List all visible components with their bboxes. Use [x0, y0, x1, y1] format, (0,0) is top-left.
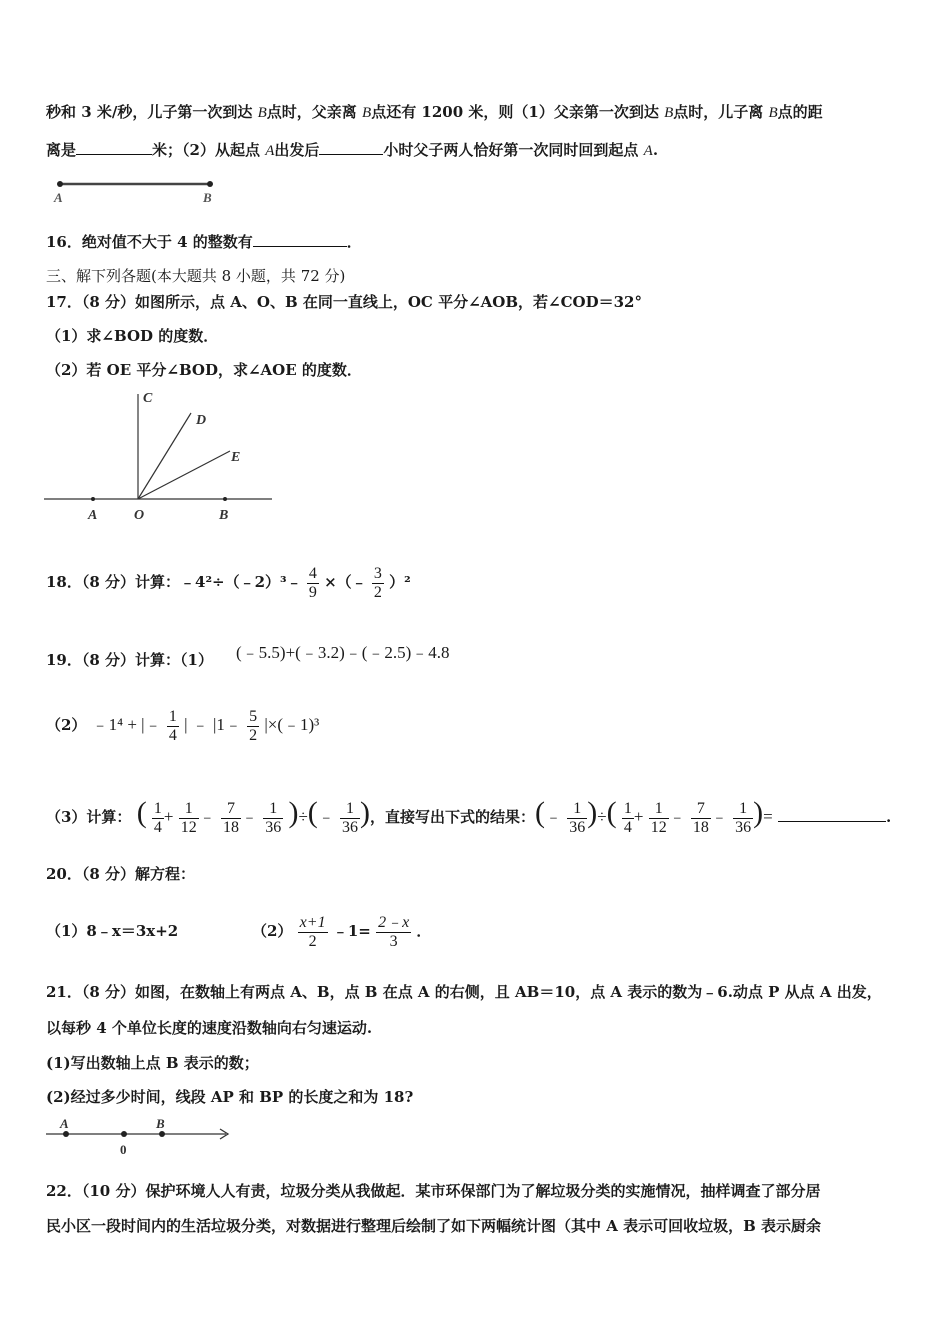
q20-part2: （2） $\frac{x+1}{2}$ ﹣1= $\frac{2﹣x}{3}$ ．: [252, 913, 432, 950]
number-line-diagram: [44, 1114, 236, 1158]
label-c: C: [143, 391, 153, 406]
q19-expr1: (﹣5.5)+(﹣3.2)﹣(﹣2.5)﹣4.8: [236, 643, 450, 662]
answer-blank[interactable]: [76, 140, 152, 155]
q15-line1: 秒和 3 米/秒，儿子第一次到达 B点时，父亲离 B点还有 1200 米，则（1）父亲第一次到达 B点时，儿子离 B点的距: [46, 103, 823, 121]
label-b: B: [219, 508, 229, 523]
segment-ab-diagram: [50, 176, 225, 206]
label-b: B: [156, 1116, 165, 1131]
q22-line2: 民小区一段时间内的生活垃圾分类，对数据进行整理后绘制了如下两幅统计图（其中 A 表示可回收垃圾，B 表示厨余: [46, 1217, 821, 1235]
section-title: 三、解下列各题(本大题共 8 小题，共 72 分): [46, 267, 346, 285]
answer-blank[interactable]: [253, 232, 347, 247]
label-e: E: [231, 450, 241, 465]
q17-part1: （1）求∠BOD 的度数．: [46, 327, 219, 345]
q22-line1: 22．（10 分）保护环境人人有责，垃圾分类从我做起．某市环保部门为了解垃圾分类的实施情况，抽样调查了部分居: [46, 1182, 821, 1200]
q19-part2: （2） ﹣1⁴ + |﹣ $\frac{1}{4}$ | ﹣ |1﹣ $\frac{5}{2}$ |×(﹣1)³: [46, 707, 320, 744]
q20-stem: 20．（8 分）解方程：: [46, 865, 196, 883]
label-zero: 0: [120, 1142, 127, 1157]
answer-blank[interactable]: [319, 140, 383, 155]
label-o: O: [134, 508, 145, 523]
label-a: A: [54, 190, 63, 205]
q21-line1: 21．（8 分）如图，在数轴上有两点 A、B，点 B 在点 A 的右侧，且 AB＝10，点 A 表示的数为﹣6.动点 P 从点 A 出发，: [46, 983, 882, 1001]
angle-diagram: [44, 388, 276, 526]
q18-expression: 18．（8 分）计算：﹣4²÷（﹣2）³﹣ $\frac{4}{9}$ ×（﹣ $\frac{3}{2}$ ）²: [46, 564, 411, 601]
q21-part1: (1)写出数轴上点 B 表示的数；: [46, 1054, 259, 1072]
q17-part2: （2）若 OE 平分∠BOD，求∠AOE 的度数．: [46, 361, 362, 379]
q19-part3: （3）计算： ( $\frac{1}{4}$ + $\frac{1}{12}$ ﹣ $\frac{7}{18}$ ﹣ $\frac{1}{36}$ )÷(﹣ $\frac{1}{36}$ )，直接写出下式的结果：(﹣ $\frac{1}{36}$ )÷( $\frac{1}{4}$ + $\frac{1}{12}$ ﹣ $\frac{7}{18}$ ﹣ $\frac{1}{36}$ )= .: [46, 796, 892, 836]
label-a: A: [60, 1116, 69, 1131]
q16-text: 16．绝对值不大于 4 的整数有 ．: [46, 233, 362, 251]
label-b: B: [203, 190, 212, 205]
answer-blank[interactable]: [778, 807, 886, 822]
label-a: A: [88, 508, 98, 523]
q20-part1: （1）8﹣x＝3x+2: [46, 922, 179, 940]
q21-part2: (2)经过多少时间，线段 AP 和 BP 的长度之和为 18?: [46, 1088, 414, 1106]
label-d: D: [196, 413, 207, 428]
q21-line2: 以每秒 4 个单位长度的速度沿数轴向右匀速运动.: [46, 1019, 373, 1037]
q19-stem: 19．（8 分）计算：（1）: [46, 651, 213, 669]
q15-line2: 离是 米；（2）从起点 A出发后 小时父子两人恰好第一次同时回到起点 A.: [46, 141, 659, 159]
q17-stem: 17．（8 分）如图所示，点 A、O、B 在同一直线上，OC 平分∠AOB，若∠COD＝32°: [46, 293, 642, 311]
